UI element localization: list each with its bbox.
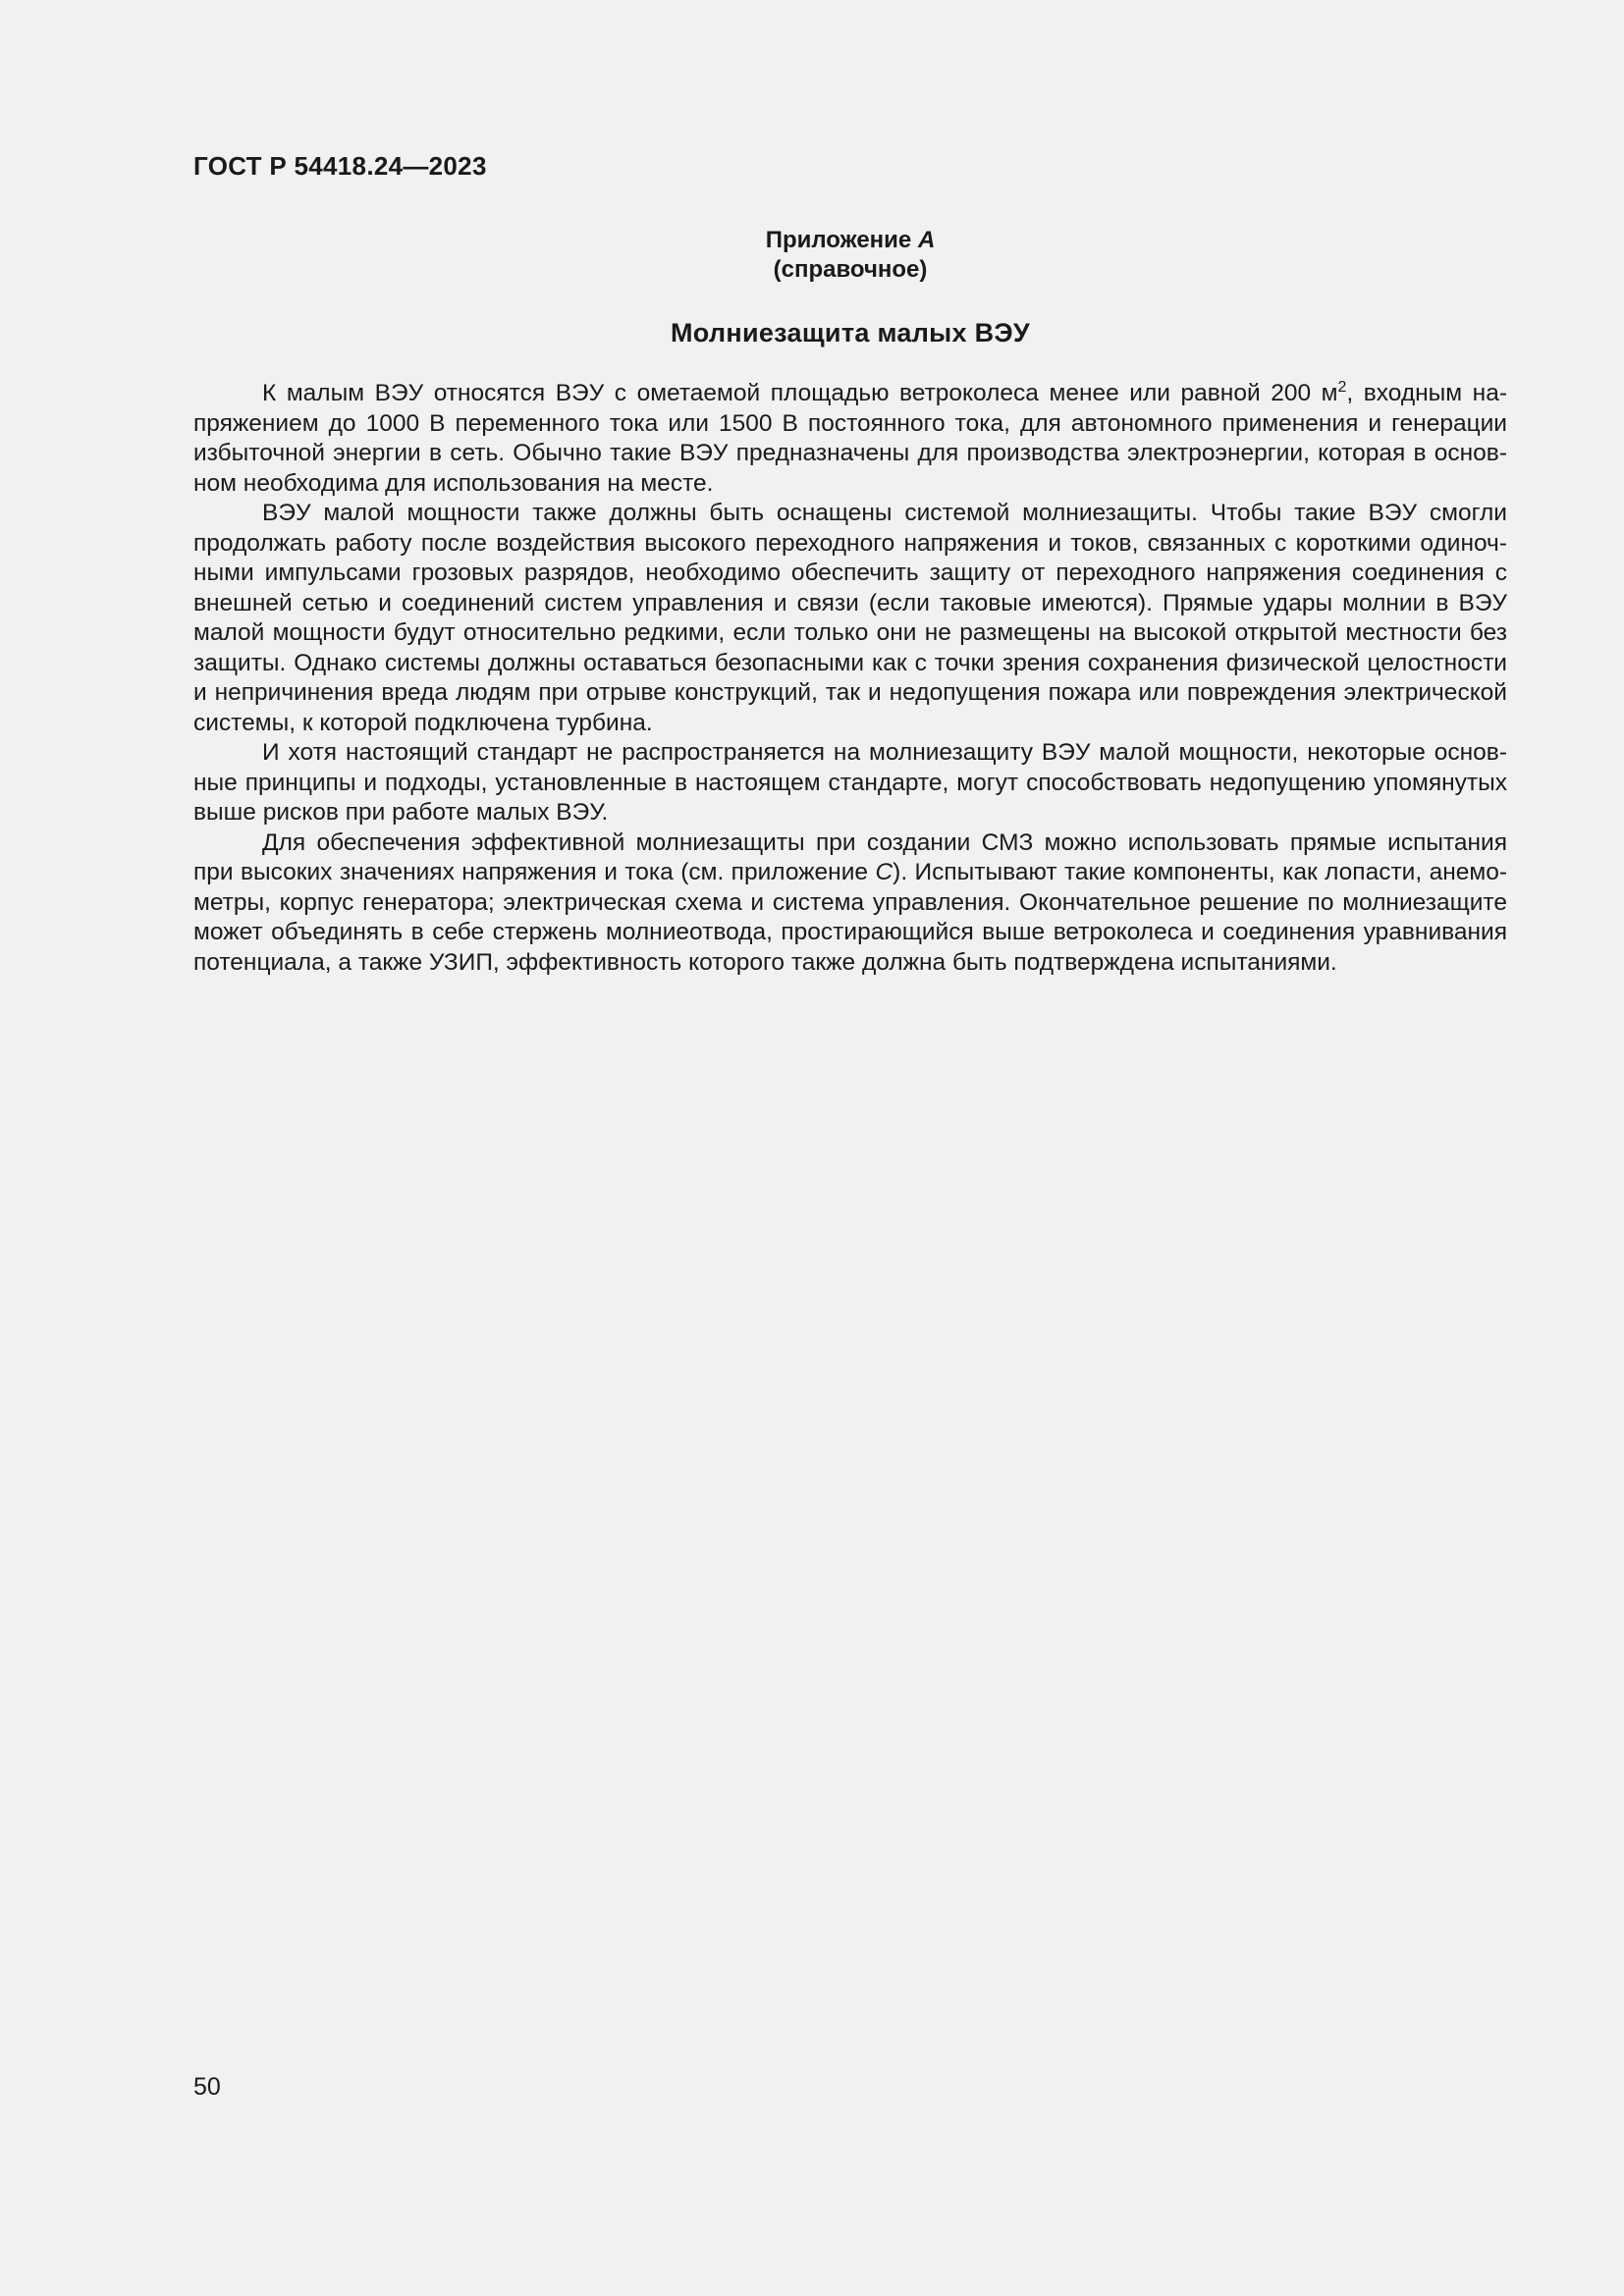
paragraph-1-text-a: К малым ВЭУ относятся ВЭУ с ометаемой площадью ветроколеса менее или равной 200 м <box>262 380 1338 406</box>
paragraph-2: ВЭУ малой мощности также должны быть оснащены системой молниезащиты. Чтобы такие ВЭУ смогли продолжать работу после воздействия высокого переходного напряжения и токов, связанных с короткими одиночными импульсами грозовых разрядов, необходимо обеспечить защиту от переходного напряжения соединения с внешней сетью и соединений систем управления и связи (если таковые имеются). Прямые удары молнии в ВЭУ малой мощности будут относительно редкими, если только они не размещены на высокой открытой местности без защиты. Однако системы должны оставаться безопасными как с точки зрения сохранения физической целостности и непричинения вреда людям при отрыве конструкций, так и недопущения пожара или повреждения электрической системы, к которой подключена турбина. <box>193 500 1507 736</box>
paragraph-1 <box>193 379 1507 499</box>
page-number: 50 <box>193 2073 221 2101</box>
paragraph-4-text-a: Для обеспечения эффективной молниезащиты при создании СМЗ можно использовать прямые испытания при высоких значениях напряжения и тока (см. приложение <box>193 828 1507 885</box>
appendix-heading <box>193 226 1507 285</box>
superscript-2: 2 <box>1337 379 1347 396</box>
paragraph-4-text-b: ). Испытывают такие компоненты, как лопасти, анемометры, корпус генератора; электрическая схема и система управления. Окончательное решение по молниезащите может объединять в себе стержень молниеотвода, простирающийся выше ветроколеса и соединения уравнивания потенциала, а также УЗИП, эффективность которого также должна быть подтверждена испытаниями. <box>193 859 1508 976</box>
document-code: ГОСТ Р 54418.24—2023 <box>193 151 487 181</box>
paragraph-1-text-b: , входным напряжением до 1000 В переменного тока или 1500 В постоянного тока, для автономного применения и генерации избыточной энергии в сеть. Обычно такие ВЭУ предназначены для производства электроэнергии, которая в основном необходима для использования на месте. <box>193 380 1508 497</box>
body-text <box>193 379 1507 978</box>
paragraph-3: И хотя настоящий стандарт не распространяется на молниезащиту ВЭУ малой мощности, некоторые основные принципы и подходы, установленные в настоящем стандарте, могут способствовать недопущению упомянутых выше рисков при работе малых ВЭУ. <box>193 739 1507 826</box>
appendix-letter: А <box>917 227 936 253</box>
section-title: Молниезащита малых ВЭУ <box>670 318 1031 347</box>
appendix-label: Приложение <box>765 227 912 253</box>
appendix-title <box>193 226 1507 255</box>
appendix-kind: (справочное) <box>773 256 928 283</box>
paragraph-4 <box>193 828 1507 979</box>
appendix-reference: С <box>875 859 893 885</box>
